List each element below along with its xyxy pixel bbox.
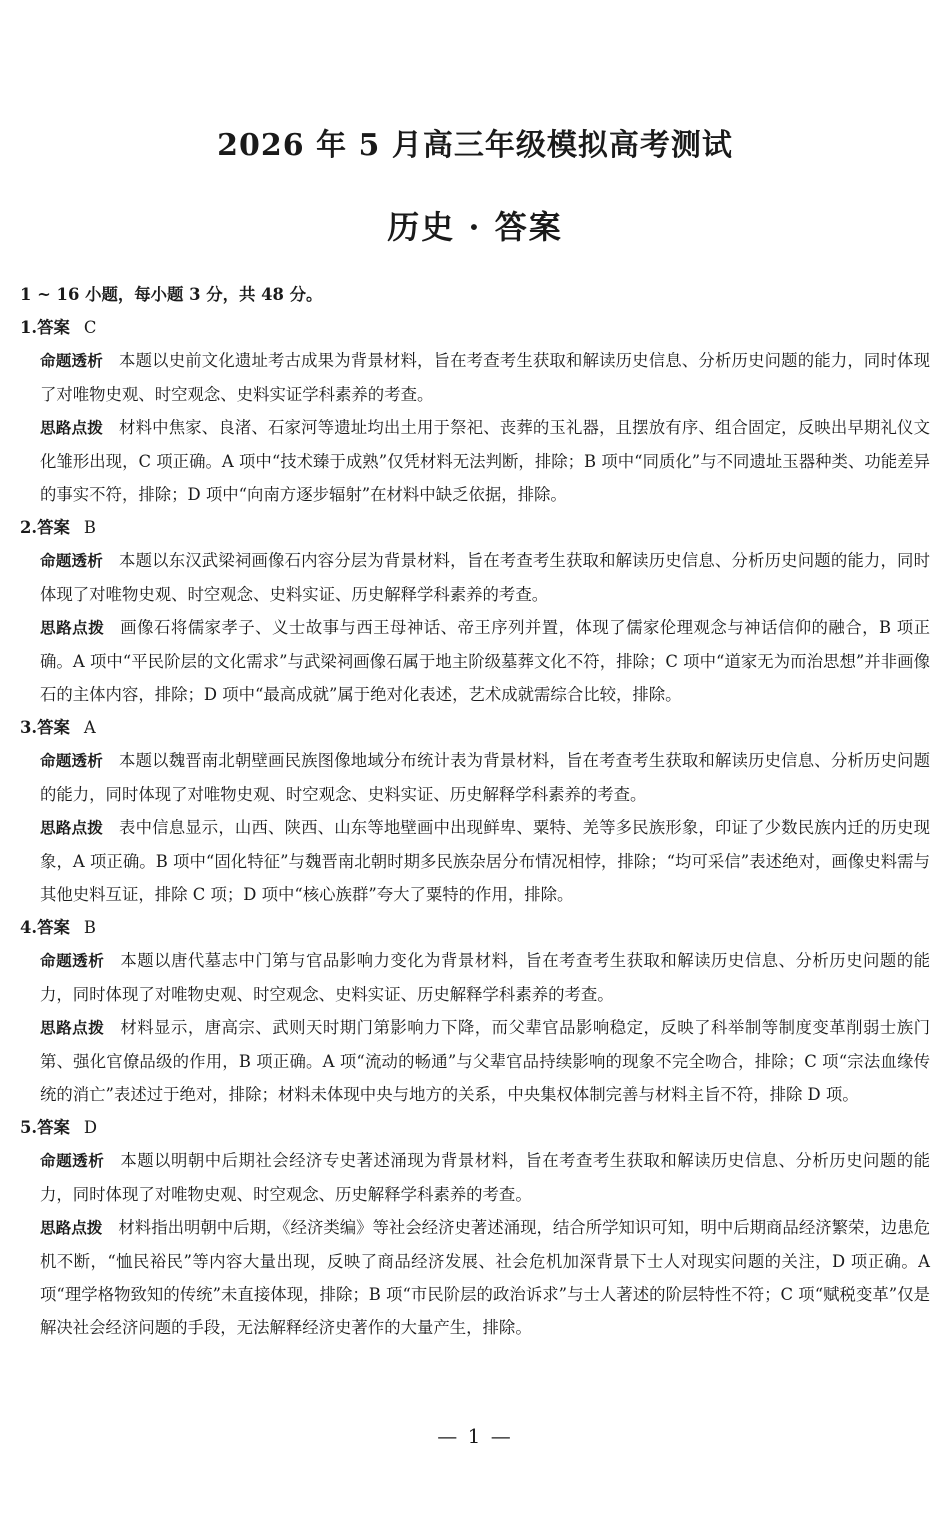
analysis-label: 命题透析 [40, 1152, 105, 1170]
analysis-paragraph [20, 544, 930, 611]
question-header [20, 911, 930, 944]
reasoning-label: 思路点拨 [40, 619, 105, 637]
question-header [20, 311, 930, 344]
reasoning-paragraph [20, 1011, 930, 1111]
analysis-text: 本题以东汉武梁祠画像石内容分层为背景材料，旨在考查考生获取和解读历史信息、分析历史问题的能力，同时体现了对唯物史观、时空观念、史料实证、历史解释学科素养的考查。 [40, 551, 930, 604]
answer-content [20, 278, 930, 1344]
analysis-paragraph [20, 1144, 930, 1211]
reasoning-text: 材料显示，唐高宗、武则天时期门第影响力下降，而父辈官品影响稳定，反映了科举制等制度变革削弱士族门第、强化官僚品级的作用，B 项正确。A 项“流动的畅通”与父辈官品持续影响的现象不完全吻合，排除；C 项“宗法血缘传统的消亡”表述过于绝对，排除；材料未体现中央与地方的关系，中央集权体制完善与材料主旨不符，排除 D 项。 [40, 1018, 930, 1104]
reasoning-paragraph [20, 1211, 930, 1344]
reasoning-label: 思路点拨 [40, 1219, 103, 1237]
question-block [20, 1111, 930, 1344]
question-block [20, 311, 930, 511]
reasoning-paragraph [20, 411, 930, 511]
answer-value: D [83, 1118, 98, 1137]
reasoning-label: 思路点拨 [40, 1019, 105, 1037]
scoring-note: 1 ~ 16 小题，每小题 3 分，共 48 分。 [20, 285, 323, 304]
answer-value: C [83, 318, 97, 337]
question-number: 4. [20, 918, 38, 937]
reasoning-text: 画像石将儒家孝子、义士故事与西王母神话、帝王序列并置，体现了儒家伦理观念与神话信仰的融合，B 项正确。A 项中“平民阶层的文化需求”与武梁祠画像石属于地主阶级墓葬文化不符，排除；C 项中“道家无为而治思想”并非画像石的主体内容，排除；D 项中“最高成就”属于绝对化表述，艺术成就需综合比较，排除。 [40, 618, 930, 704]
answer-label: 答案 [37, 1118, 70, 1137]
exam-title: 2026 年 5 月高三年级模拟高考测试 [217, 128, 733, 163]
answer-label: 答案 [37, 518, 70, 537]
question-block [20, 511, 930, 711]
analysis-paragraph [20, 344, 930, 411]
answer-label: 答案 [37, 718, 70, 737]
analysis-paragraph [20, 944, 930, 1011]
reasoning-text: 材料中焦家、良渚、石家河等遗址均出土用于祭祀、丧葬的玉礼器，且摆放有序、组合固定，反映出早期礼仪文化雏形出现，C 项正确。A 项中“技术臻于成熟”仅凭材料无法判断，排除；B 项中“同质化”与不同遗址玉器种类、功能差异的事实不符，排除；D 项中“向南方逐步辐射”在材料中缺乏依据，排除。 [40, 418, 930, 504]
question-number: 3. [20, 718, 38, 737]
reasoning-label: 思路点拨 [40, 819, 104, 837]
reasoning-paragraph [20, 811, 930, 911]
question-header [20, 711, 930, 744]
reasoning-text: 表中信息显示，山西、陕西、山东等地壁画中出现鲜卑、粟特、羌等多民族形象，印证了少数民族内迁的历史现象，A 项正确。B 项中“固化特征”与魏晋南北朝时期多民族杂居分布情况相悖，排除；“均可采信”表述绝对，画像史料需与其他史料互证，排除 C 项；D 项中“核心族群”夸大了粟特的作用，排除。 [40, 818, 930, 904]
answer-label: 答案 [37, 318, 70, 337]
question-number: 2. [20, 518, 38, 537]
reasoning-paragraph [20, 611, 930, 711]
question-header [20, 511, 930, 544]
question-block [20, 911, 930, 1111]
answer-label: 答案 [37, 918, 70, 937]
question-block [20, 711, 930, 911]
analysis-text: 本题以唐代墓志中门第与官品影响力变化为背景材料，旨在考查考生获取和解读历史信息、分析历史问题的能力，同时体现了对唯物史观、时空观念、史料实证、历史解释学科素养的考查。 [40, 951, 930, 1004]
analysis-text: 本题以魏晋南北朝壁画民族图像地域分布统计表为背景材料，旨在考查考生获取和解读历史信息、分析历史问题的能力，同时体现了对唯物史观、时空观念、史料实证、历史解释学科素养的考查。 [40, 751, 930, 804]
answer-value: B [83, 918, 96, 937]
reasoning-text: 材料指出明朝中后期，《经济类编》等社会经济史著述涌现，结合所学知识可知，明中后期商品经济繁荣，边患危机不断，“恤民裕民”等内容大量出现，反映了商品经济发展、社会危机加深背景下士人对现实问题的关注，D 项正确。A 项“理学格物致知的传统”未直接体现，排除；B 项“市民阶层的政治诉求”与士人著述的阶层特性不符；C 项“赋税变革”仅是解决社会经济问题的手段，无法解释经济史著作的大量产生，排除。 [40, 1218, 930, 1337]
analysis-label: 命题透析 [40, 952, 105, 970]
page-number: — 1 — [437, 1424, 513, 1448]
subject-title: 历史 · 答案 [387, 208, 563, 246]
analysis-paragraph [20, 744, 930, 811]
analysis-text: 本题以史前文化遗址考古成果为背景材料，旨在考查考生获取和解读历史信息、分析历史问题的能力，同时体现了对唯物史观、时空观念、史料实证学科素养的考查。 [40, 351, 930, 404]
analysis-label: 命题透析 [40, 352, 104, 370]
analysis-label: 命题透析 [40, 552, 104, 570]
analysis-label: 命题透析 [40, 752, 104, 770]
question-header [20, 1111, 930, 1144]
reasoning-label: 思路点拨 [40, 419, 104, 437]
question-number: 1. [20, 318, 38, 337]
answer-value: B [83, 518, 96, 537]
analysis-text: 本题以明朝中后期社会经济专史著述涌现为背景材料，旨在考查考生获取和解读历史信息、分析历史问题的能力，同时体现了对唯物史观、时空观念、历史解释学科素养的考查。 [40, 1151, 930, 1204]
answer-value: A [83, 718, 96, 737]
question-number: 5. [20, 1118, 38, 1137]
